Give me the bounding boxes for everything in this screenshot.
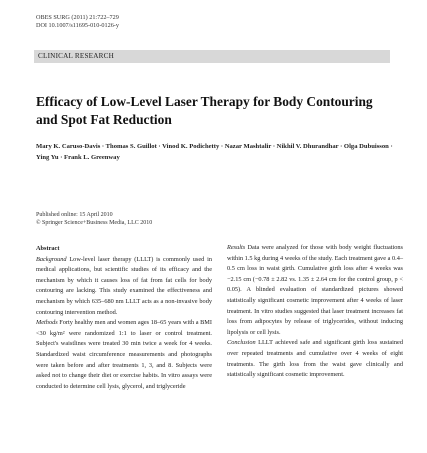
copyright-line: © Springer Science+Business Media, LLC 2010 [36, 220, 153, 226]
article-title: Efficacy of Low-Level Laser Therapy for Body Contouring and Spot Fat Reduction [36, 94, 373, 127]
journal-citation: OBES SURG (2011) 21:722–729 [36, 14, 119, 21]
background-label: Background [36, 255, 67, 263]
methods-text: Forty healthy men and women ages 18–65 years with a BMI <30 kg/m² were randomized 1:1 to laser or control treatment. Subject's waistlines were treated 30 min twice a week for 4 weeks. Standardized waist circumference measurements and photographs were taken before and after treatments 1, 3, and 8. Subjects were asked not to change their diet or exercise habits. In vitro assays were conducted to determine cell lysis, glycerol, and triglyceride [36, 319, 213, 390]
doi-line: DOI 10.1007/s11695-010-0126-y [36, 22, 119, 29]
results-text: Data were analyzed for those with body weight fluctuations within 1.5 kg during 4 weeks of the study. Each treatment gave a 0.4–0.5 cm loss in waist girth. Cumulative girth loss after 4 weeks was −2.15 cm (−0.78 ± 2.82 vs. 1.35 ± 2.64 cm for the control group, p < 0.05). A blinded evaluation of standardized pictures showed statistically significant cosmetic improvement after 4 weeks of laser treatment. In vitro studies suggested that laser treatment increases fat loss from adipocytes by release of triglycerides, without inducing lipolysis or cell lysis. [227, 244, 403, 336]
author-list: Mary K. Caruso-Davis · Thomas S. Guillot · Vinod K. Podichetty · Nazar Mashtalir · Nikhil V. Dhurandhar · Olga Dubuisson · Ying Yu · Frank L. Greenway [36, 143, 393, 161]
abstract-left-column [36, 244, 212, 392]
section-banner [34, 50, 390, 63]
abstract-results [227, 243, 403, 338]
abstract-methods [36, 318, 212, 392]
abstract-right-column [227, 243, 403, 381]
conclusion-text: LLLT achieved safe and significant girth loss sustained over repeated treatments and cumulative over 4 weeks of eight treatments. The girth loss from the waist gave clinically and statistically significant cosmetic improvement. [227, 339, 403, 379]
section-label: CLINICAL RESEARCH [38, 52, 115, 60]
background-text: Low-level laser therapy (LLLT) is commonly used in medical applications, but scientific studies of its efficacy and the mechanism by which it causes loss of fat from fat cells for body contouring are lacking. This study examined the effectiveness and mechanism by which 635–680 nm LLLT acts as a non-invasive body contouring intervention method. [36, 255, 212, 316]
abstract-heading: Abstract [36, 245, 60, 252]
abstract-conclusion [227, 338, 403, 380]
results-label: Results [227, 244, 246, 251]
conclusion-label: Conclusion [227, 339, 256, 347]
methods-label: Methods [36, 319, 58, 327]
abstract-background [36, 255, 212, 319]
published-online: Published online: 15 April 2010 [36, 212, 113, 218]
